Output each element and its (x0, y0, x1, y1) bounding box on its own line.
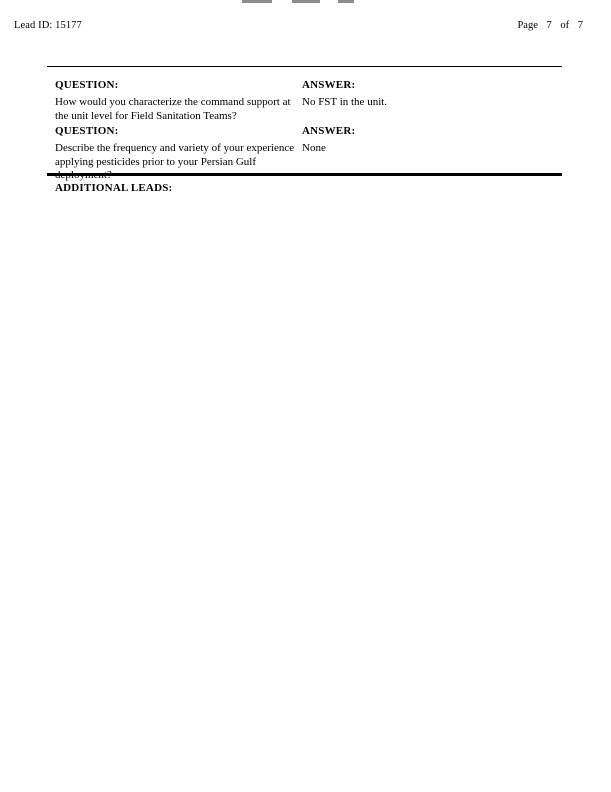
scan-artifact-mark (242, 0, 272, 3)
qa-area (47, 67, 562, 181)
lead-id-text: Lead ID: 15177 (14, 20, 82, 31)
qa-content-block (47, 66, 562, 181)
question-label: QUESTION: (55, 125, 119, 137)
answer-text: None (302, 142, 326, 154)
page-number-total: 7 (577, 20, 583, 31)
page-number-of: of (560, 20, 570, 31)
page-number-label: Page (517, 20, 538, 31)
answer-label: ANSWER: (302, 125, 356, 137)
answer-label: ANSWER: (302, 79, 356, 91)
scan-artifact-mark (292, 0, 320, 3)
additional-leads-label: ADDITIONAL LEADS: (55, 182, 173, 194)
question-text: Describe the frequency and variety of your experience applying pesticides prior to your Persian Gulf deployment? (55, 142, 295, 181)
page-number (517, 20, 583, 31)
scan-artifact-mark (338, 0, 354, 3)
question-text: How would you characterize the command support at the unit level for Field Sanitation Teams? (55, 96, 291, 122)
page-header (14, 20, 597, 34)
question-label: QUESTION: (55, 79, 119, 91)
answer-text: No FST in the unit. (302, 96, 388, 108)
page-number-current: 7 (546, 20, 552, 31)
